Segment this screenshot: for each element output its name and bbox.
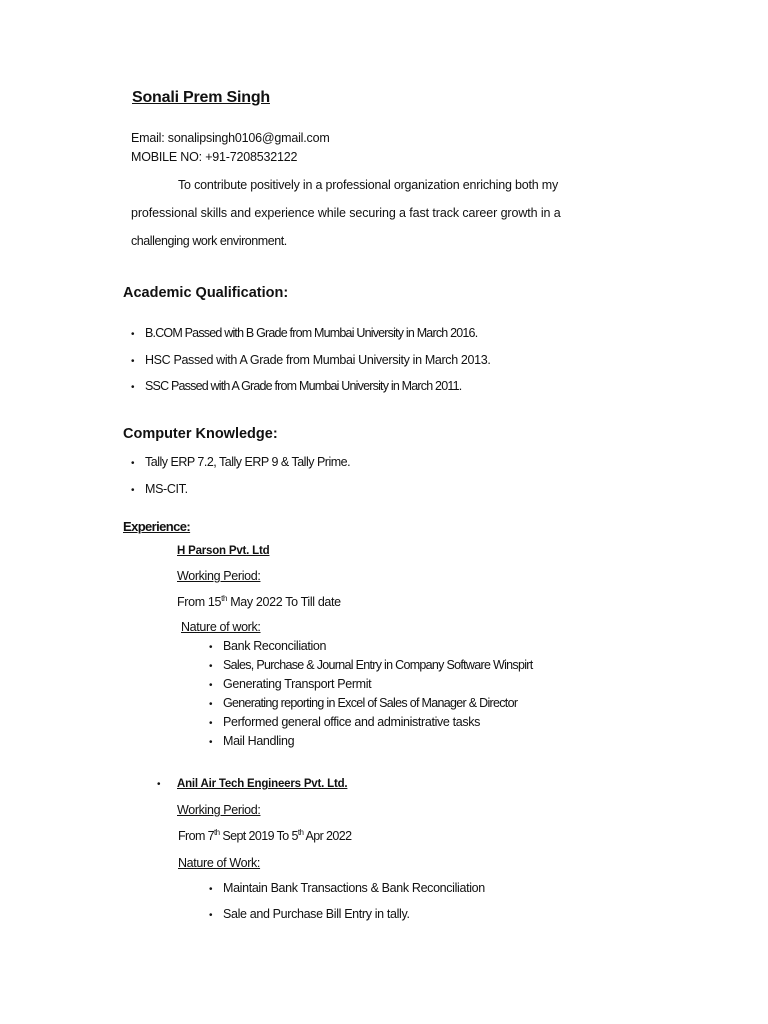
task-item: • Mail Handling bbox=[209, 734, 295, 748]
task-item: • Bank Reconciliation bbox=[209, 639, 327, 653]
company-name: H Parson Pvt. Ltd bbox=[177, 545, 270, 557]
computer-item-text: Tally ERP 7.2, Tally ERP 9 & Tally Prime. bbox=[145, 455, 351, 469]
task-item: • Generating reporting in Excel of Sales of Manager & Director bbox=[209, 696, 518, 710]
bullet-icon: • bbox=[131, 458, 135, 469]
academic-heading: Academic Qualification: bbox=[123, 285, 289, 301]
bullet-icon: • bbox=[131, 485, 135, 496]
academic-item-text: B.COM Passed with B Grade from Mumbai University in March 2016. bbox=[145, 326, 478, 340]
working-period-label: Working Period: bbox=[177, 803, 261, 817]
mobile-line: MOBILE NO: +91-7208532122 bbox=[131, 150, 298, 164]
computer-item-text: MS-CIT. bbox=[145, 482, 188, 496]
bullet-icon: • bbox=[209, 642, 213, 653]
academic-item bbox=[131, 326, 477, 340]
objective-line-2: professional skills and experience while securing a fast track career growth in a bbox=[131, 206, 561, 220]
bullet-icon: • bbox=[209, 680, 213, 691]
task-item: • Generating Transport Permit bbox=[209, 677, 372, 691]
task-item: • Sales, Purchase & Journal Entry in Company Software Winspirt bbox=[209, 658, 533, 672]
bullet-icon: • bbox=[209, 661, 212, 672]
bullet-icon: • bbox=[131, 329, 134, 340]
bullet-icon: • bbox=[209, 884, 213, 895]
academic-item-text: HSC Passed with A Grade from Mumbai University in March 2013. bbox=[145, 353, 491, 367]
task-item: • Maintain Bank Transactions & Bank Reconciliation bbox=[209, 881, 485, 895]
objective-line-3: challenging work environment. bbox=[131, 234, 287, 248]
computer-item bbox=[131, 455, 350, 469]
task-item: • Performed general office and administrative tasks bbox=[209, 715, 481, 729]
academic-item bbox=[131, 379, 461, 393]
academic-item-text: SSC Passed with A Grade from Mumbai University in March 2011. bbox=[145, 379, 462, 393]
bullet-icon: • bbox=[131, 382, 134, 393]
working-period-label: Working Period: bbox=[177, 569, 261, 583]
task-item: • Sale and Purchase Bill Entry in tally. bbox=[209, 907, 410, 921]
bullet-icon: • bbox=[209, 699, 212, 710]
bullet-icon: • bbox=[157, 779, 161, 790]
computer-item bbox=[131, 482, 188, 496]
bullet-icon: • bbox=[209, 737, 213, 748]
company-item bbox=[157, 778, 347, 790]
objective-line-1: To contribute positively in a professional organization enriching both my bbox=[178, 178, 559, 192]
working-period: From 15th May 2022 To Till date bbox=[177, 593, 341, 609]
bullet-icon: • bbox=[131, 356, 135, 367]
nature-of-work-label: Nature of work: bbox=[181, 620, 261, 634]
email-line: Email: sonalipsingh0106@gmail.com bbox=[131, 131, 330, 145]
bullet-icon: • bbox=[209, 910, 213, 921]
nature-of-work-label: Nature of Work: bbox=[178, 856, 261, 870]
computer-heading: Computer Knowledge: bbox=[123, 426, 278, 442]
company-name: Anil Air Tech Engineers Pvt. Ltd. bbox=[177, 778, 348, 790]
bullet-icon: • bbox=[209, 718, 213, 729]
working-period: From 7th Sept 2019 To 5th Apr 2022 bbox=[178, 827, 352, 843]
experience-heading: Experience: bbox=[123, 519, 191, 534]
academic-item bbox=[131, 353, 490, 367]
candidate-name: Sonali Prem Singh bbox=[132, 89, 270, 106]
